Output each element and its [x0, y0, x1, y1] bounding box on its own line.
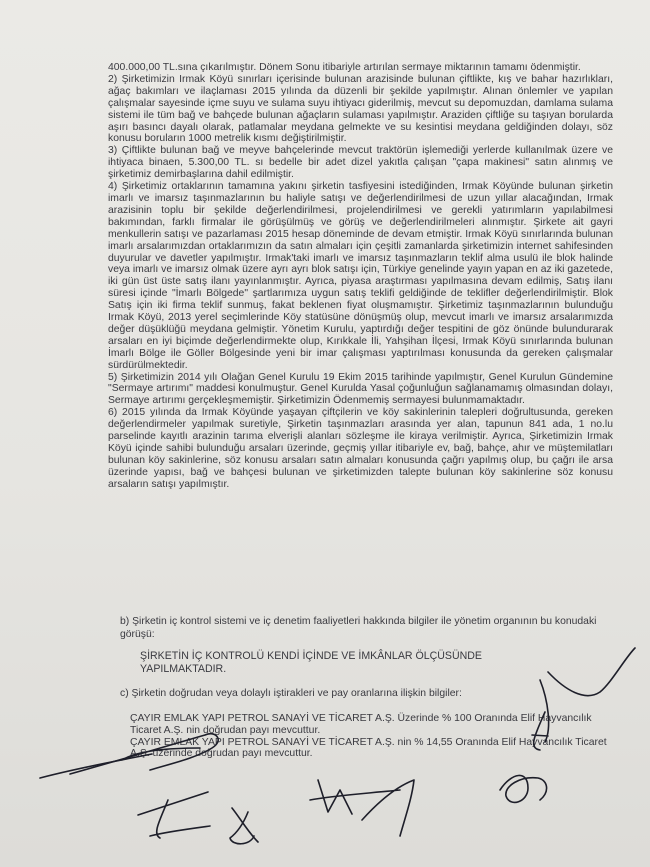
paragraph-capital-increase: 400.000,00 TL.sına çıkarılmıştır. Dönem Sonu itibariyle artırılan sermaye miktarının tamamı ödenmiştir. [108, 62, 581, 73]
large-signature-center [310, 780, 414, 836]
scribble-signature-right [500, 775, 547, 802]
holding-entry-2: ÇAYIR EMLAK YAPI PETROL SANAYİ VE TİCARET A.Ş. nin % 14,55 Oranında Elif Hayvancılık Ticaret A.Ş. üzerinde doğrudan payı mevcuttur. [130, 736, 607, 760]
section-c-heading: c) Şirketin doğrudan veya dolaylı iştirakleri ve pay oranlarına ilişkin bilgiler: [120, 688, 462, 699]
holdings-list [130, 713, 610, 760]
report-body [108, 62, 613, 491]
paragraph-item-2: 2) Şirketimizin Irmak Köyü sınırları içerisinde bulunan arazisinde bulunan çiftlikte, kış ve bahar hazırlıkları, ağaç bakımları ve ilaçlaması 2015 yılında da düzenli bir şekilde yapılmıştır. Alınan önlemler ve yapılan çalışmalar sayesinde içme suyu ve sulama suyu ihtiyacı giderilmiş, mevcut su depomuzdan, damlama sulama sistemi ile tüm bağ ve bahçede bulunan ağaçların sulaması yapılmıştır. Araziden çiftliğe su taşıyan borularda aşırı basıncı dayalı olarak, patlamalar meydana gelmekte ve su kesintisi meydana geldiğinden dolayı, söz konusu boruların 1000 metrelik kısmı değiştirilmiştir. [108, 73, 613, 145]
paragraph-item-5: 5) Şirketimizin 2014 yılı Olağan Genel Kurulu 19 Ekim 2015 tarihinde yapılmıştır, Genel Kurulun Gündemine "Sermaye artırımı" maddesi konulmuştur. Genel Kurulda Yasal çoğunluğun sağlanamamış olmasından dolayı, Sermaye artırımı gerçekleşmemiştir. Şirketimizin Ödenmemiş sermayesi bulunmamaktadır. [108, 371, 613, 407]
paragraph-item-3: 3) Çiftlikte bulunan bağ ve meyve bahçelerinde mevcut traktörün işlemediği yerlerde kullanılmak üzere ve ihtiyaca binaen, 5.300,00 TL. sı bedelle bir adet dizel yakıtla çalışan "çapa makinesi" satın alınmış ve şirketimiz demirbaşlarına dahil edilmiştir. [108, 145, 613, 181]
paragraph-item-6: 6) 2015 yılında da Irmak Köyünde yaşayan çiftçilerin ve köy sakinlerinin talepleri doğrultusunda, gereken değerlendirmeler yapılmak suretiyle, Şirketin taşınmazları arasında yer alan, tapunun 841 ada, 1 no.lu parselinde kayıtlı arazinin tarıma elverişli alanları sözleşme ile kiraya verilmiştir. Ayrıca, Şirketimizin Irmak Köyü içinde sahibi bulunduğu arsaları üzerinde, geçmiş yıllar itibariyle ev, bağ, bahçe, ahır ve müştemilatları bulunan köy sakinlerine, söz konusu arsaları satın almaları konusunda çağrı yapılmış olup, bu çağrı ile arsa üzerinde yapısı, bağ ve bahçesi bulunan ve şirketimizden talepte bulunan köy sakinlerine söz konusu arsaların satışı yapılmıştır. [108, 407, 613, 490]
cross-signature [230, 808, 258, 844]
paragraph-item-4: 4) Şirketimiz ortaklarının tamamına yakını şirketin tasfiyesini istediğinden, Irmak Köyünde bulunan şirketin imarlı ve imarsız taşınmazlarının bu haliyle satışı ve değerlendirilmesi de uzun yıllar alacağından, Irmak arazisinin toplu bir şekilde değerlendirilmesi, projelendirilmesi ve gerekli yatırımların yapılabilmesi bakımından, farklı firmalar ile görüşülmüş ve görüş ve değerlendirilmeleri alınmıştır. Şirkete ait gayri menkullerin satışı ve pazarlaması 2015 hesap döneminde de devam etmiştir. Irmak Köyü sınırlarında bulunan imarlı arsalarımızdan ortaklarımızın da satın almaları için çeşitli zamanlarda şirketimizin internet sahifesinden duyurular ve davetler yapılmıştır. Irmak'taki imarlı ve imarsız taşınmazların teklif alma usulü ile blok halinde veya imarlı ve imarsız olmak üzere ayrı ayrı blok satışı için, Türkiye genelinde yayın yapan en az iki gazetede, iki gün üst üste satış ilanı yayınlanmıştır. Ayrıca, piyasa araştırması yapılmasına devam edilmiş, Satış ilanı süresi içinde "İmarlı Bölgede" şartlarımıza uygun satış teklifi geldiğinde de teklifler değerlendirilmiştir. Blok Satış için iki firma teklif sunmuş, fakat beklenen fiyat oluşmamıştır. Şirketimiz taşınmazlarının bulunduğu Irmak Köyü, 2013 yerel seçimlerinde Köy statüsüne dönüşmüş olup, mevcut imarlı ve imarsız arsalarımızda değer düşüklüğü meydana gelmiştir. Yönetim Kurulu, yaptırdığı değer tespitini de göz önünde bulundurarak arsaları en iyi biçimde değerlendirmekte olup, Kırıkkale İli, Yahşihan İlçesi, Irmak Köyü sınırlarında bulunan İmarlı Bölge ile Göller Bölgesinde yeni bir imar çalışması yaptırılması konusunda da gereken çalışmalar sürdürülmektedir. [108, 181, 613, 371]
section-b-heading: b) Şirketin iç kontrol sistemi ve iç denetim faaliyetleri hakkında bilgiler ile yönetim organının bu konudaki görüşü: [120, 616, 597, 640]
section-b-response: ŞİRKETİN İÇ KONTROLÜ KENDİ İÇİNDE VE İMKÂNLAR ÖLÇÜSÜNDE YAPILMAKTADIR. [140, 650, 483, 675]
holding-entry-1: ÇAYIR EMLAK YAPI PETROL SANAYİ VE TİCARET A.Ş. Üzerinde % 100 Oranında Elif Hayvancılık Ticaret A.Ş. nin doğrudan payı mevcuttur. [130, 713, 592, 736]
stroke-signature-bottom-left [138, 792, 210, 838]
